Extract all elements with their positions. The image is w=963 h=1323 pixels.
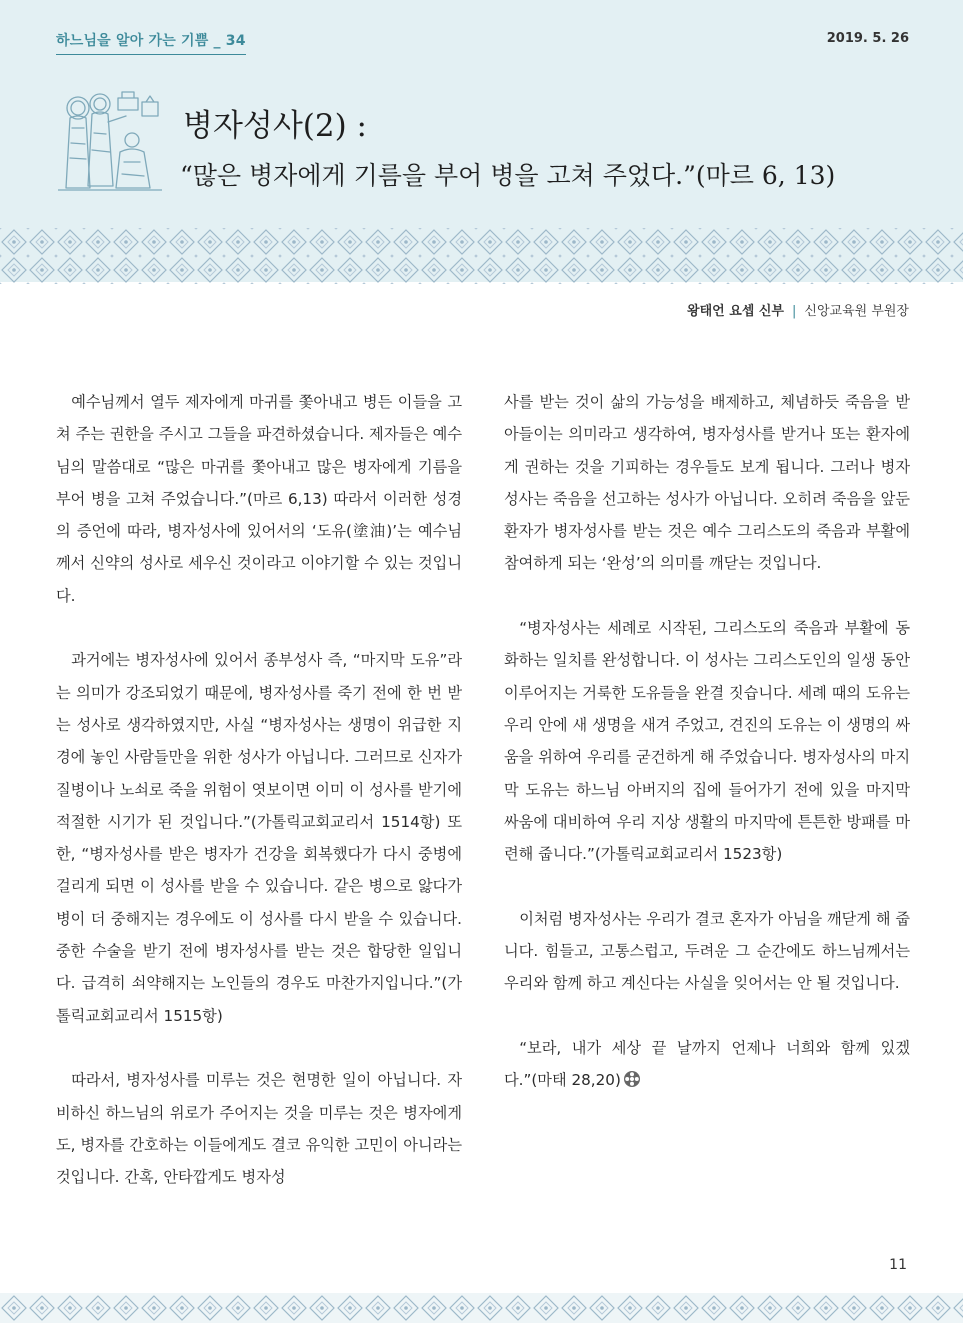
- paragraph: 예수님께서 열두 제자에게 마귀를 쫓아내고 병든 이들을 고쳐 주는 권한을 주시고 그들을 파견하셨습니다. 제자들은 예수님의 말씀대로 “많은 마귀를 쫓아내고 많은 병자에게 기름을 부어 병을 고쳐 주었습니다.”(마르 6,13) 따라서 이러한 성경의 증언에 따라, 병자성사에 있어서의 ‘도유(塗油)’는 예수님께서 신약의 성사로 세우신 것이라고 이야기할 수 있는 것입니다.: [56, 393, 462, 605]
- author-line: [687, 300, 909, 319]
- saints-illustration: [58, 88, 162, 196]
- right-column: [504, 386, 910, 1097]
- paragraph: 이처럼 병자성사는 우리가 결코 혼자가 아님을 깨닫게 해 줍니다. 힘들고, 고통스럽고, 두려운 그 순간에도 하느님께서는 우리와 함께 하고 계신다는 사실을 잊어서는 안 될 것입니다.: [504, 909, 910, 993]
- paragraph: “병자성사는 세례로 시작된, 그리스도의 죽음과 부활에 동화하는 일치를 완성합니다. 이 성사는 그리스도인의 일생 동안 이루어지는 거룩한 도유들을 완결 짓습니다. 세례 때의 도유는 우리 안에 새 생명을 새겨 주었고, 견진의 도유는 이 생명의 싸움을 위하여 우리를 굳건하게 해 주었습니다. 병자성사의 마지막 도유는 하느님 아버지의 집에 들어가기 전에 있을 마지막 싸움에 대비하여 우리 지상 생활의 마지막에 튼튼한 방패를 마련해 줍니다.”(가톨릭교회교리서 1523항): [504, 619, 910, 864]
- closing-quote: “보라, 내가 세상 끝 날까지 언제나 너희와 함께 있겠다.”(마태 28,20): [504, 1038, 910, 1090]
- author-separator: |: [792, 304, 797, 319]
- decorative-pattern-bottom: [0, 1293, 963, 1323]
- page-number: 11: [889, 1257, 907, 1273]
- paragraph-continued: 사를 받는 것이 삶의 가능성을 배제하고, 체념하듯 죽음을 받아들이는 의미라고 생각하여, 병자성사를 받거나 또는 환자에게 권하는 것을 기피하는 경우들도 보게 됩니다. 그러나 병자성사는 죽음을 선고하는 성사가 아닙니다. 오히려 죽음을 앞둔 환자가 병자성사를 받는 것은 예수 그리스도의 죽음과 부활에 참여하게 되는 ‘완성’의 의미를 깨닫는 것입니다.: [504, 393, 910, 573]
- end-ornament-icon: [623, 1070, 641, 1088]
- paragraph: 과거에는 병자성사에 있어서 종부성사 즉, “마지막 도유”라는 의미가 강조되었기 때문에, 병자성사를 죽기 전에 한 번 받는 성사로 생각하였지만, 사실 “병자성사는 생명이 위급한 지경에 놓인 사람들만을 위한 성사가 아닙니다. 그러므로 신자가 질병이나 노쇠로 죽을 위험이 엿보이면 이미 이 성사를 받기에 적절한 시기가 된 것입니다.”(가톨릭교회교리서 1514항) 또한, “병자성사를 받은 병자가 건강을 회복했다가 다시 중병에 걸리게 되면 이 성사를 받을 수 있습니다. 같은 병으로 앓다가 병이 더 중해지는 경우에도 이 성사를 다시 받을 수 있습니다. 중한 수술을 받기 전에 병자성사를 받는 것은 합당한 일입니다. 급격히 쇠약해지는 노인들의 경우도 마찬가지입니다.”(가톨릭교회교리서 1515항): [56, 651, 462, 1025]
- author-role: 신앙교육원 부원장: [804, 304, 909, 319]
- paragraph: 따라서, 병자성사를 미루는 것은 현명한 일이 아닙니다. 자비하신 하느님의 위로가 주어지는 것을 미루는 것은 병자에게도, 병자를 간호하는 이들에게도 결코 유익한 고민이 아니라는 것입니다. 간혹, 안타깝게도 병자성: [56, 1071, 462, 1187]
- closing-paragraph: [504, 1032, 910, 1097]
- left-column: [56, 386, 462, 1193]
- issue-date: 2019. 5. 26: [826, 31, 909, 46]
- article-title: 병자성사(2) :: [183, 108, 367, 144]
- article-subtitle: “많은 병자에게 기름을 부어 병을 고쳐 주었다.”(마르 6, 13): [180, 161, 836, 190]
- author-name: 왕태언 요셉 신부: [687, 304, 784, 319]
- series-title: 하느님을 알아 가는 기쁨 _ 34: [56, 30, 246, 55]
- decorative-pattern-top: [0, 228, 963, 284]
